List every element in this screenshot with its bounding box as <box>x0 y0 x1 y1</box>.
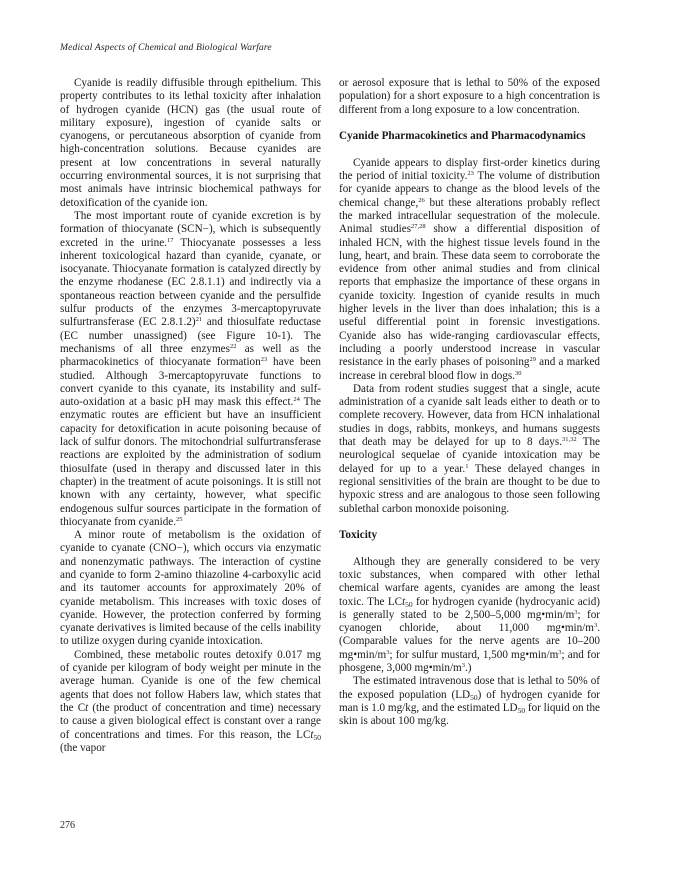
paragraph-continuation: or aerosol exposure that is lethal to 50% of the exposed population) for a short exposure to a high concentration is different from a long exposure to a low concentration. <box>339 77 600 116</box>
text-run: (the vapor <box>60 741 106 754</box>
text-run: and thiosulfate reductase (EC number unassigned) (see Figure 10-1). The mechanisms of all three enzymes <box>60 316 321 355</box>
reference-31-32: 31,32 <box>562 436 577 444</box>
exponent-3: 3 <box>558 648 562 656</box>
subscript-50: 50 <box>313 732 321 742</box>
page-number: 276 <box>60 820 75 831</box>
text-run: Thiocyanate possesses a less inherent toxicological hazard than cyanide, cyanate, or isocyanate. Thiocyanate formation is catalyzed directly by the enzyme rhodanese (EC 2.8.1.1) and indirectly via a spontaneous reaction between cyanide and the persulfide sulfur products of the enzymes 3-mercaptopyruvate sulfurtransferase (EC 2.8.1.2) <box>60 236 321 329</box>
section-heading-pharmacokinetics: Cyanide Pharmacokinetics and Pharmacodynamics <box>339 130 586 143</box>
text-run: show a differential disposition of inhaled HCN, with the highest tissue levels found in the lung, heart, and brain. These data seem to corroborate the evidence from other animal studies and from clinical reports that emphasize the importance of these organs in cyanide toxicity. Ingestion of cyanide results in much higher levels in the liver than does inhalation; this is a useful differential point in forensic investigations. Cyanide also has wide-ranging cardiovascular effects, including a poorly understood increase in vascular resistance in the early phases of poisoning <box>339 223 600 369</box>
text-run: Combined, these metabolic routes detoxify 0.017 mg of cyanide per kilogram of body weight per minute in the average human. Cyanide is one of the few chemical agents that does not follow Habers law, which states that the C <box>60 648 321 714</box>
text-run: ; for sulfur mustard, 1,500 mg•min/m <box>389 648 559 661</box>
paragraph-lethal-dose <box>339 675 600 728</box>
reference-17: 17 <box>166 236 174 244</box>
text-run: ) of hydrogen cyanide for man is 1.0 mg/kg, and the estimated LD <box>339 688 601 714</box>
reference-21: 21 <box>195 316 203 324</box>
reference-22: 22 <box>229 342 237 350</box>
reference-24: 24 <box>293 396 300 404</box>
paragraph-diffusibility: Cyanide is readily diffusible through epithelium. This property contributes to its lethal toxicity after inhalation of hydrogen cyanide (HCN) gas (the usual route of military exposure), ingestion of cyanide salts or cyanogens, or percutaneous absorption of cyanide from high-concentration solutions. Because cyanides are present at low concentrations in several naturally occurring environmental sources, it is not surprising that most animals have intrinsic biochemical pathways for detoxification of the cyanide ion. <box>60 77 321 209</box>
text-run: (the product of concentration and time) necessary to cause a given biological effect is constant over a range of concentrations and times. For this reason, the LC <box>60 701 322 741</box>
text-run: The neurological sequelae of cyanide intoxication may be delayed for up to a year. <box>339 436 600 475</box>
text-run: These delayed changes in regional sensitivities of the brain are thought to be due to hypoxic stress and are analogous to those seen following sublethal carbon monoxide poisoning. <box>339 462 600 515</box>
right-column <box>339 77 600 729</box>
text-run: ; and for phosgene, 3,000 mg•min/m <box>339 648 600 675</box>
italic-t: t <box>402 595 406 608</box>
paragraph-excretion <box>60 210 321 529</box>
exponent-3: 3 <box>461 662 465 670</box>
text-run: .) <box>464 662 472 675</box>
text-run: The most important route of cyanide excretion is by formation of thiocyanate (SCN−), which is subsequently excreted in the urine. <box>60 209 321 249</box>
reference-23: 23 <box>260 356 268 364</box>
italic-t: t <box>310 728 314 741</box>
text-run: but these alterations probably reflect the marked intracellular sequestration of the molecule. Animal studies <box>339 196 601 236</box>
text-run: Although they are generally considered to be very toxic substances, when compared with other lethal chemical warfare agents, cyanides are among the least toxic. The LC <box>339 555 600 608</box>
text-run: . (Comparable values for the nerve agents are 10–200 mg•min/m <box>339 622 600 661</box>
reference-1: 1 <box>465 462 469 470</box>
reference-26: 26 <box>418 196 425 204</box>
paragraph-combined-routes <box>60 649 321 755</box>
italic-t: t <box>85 701 89 714</box>
text-run: as well as the pharmacokinetics of thiocyanate formation <box>60 342 321 369</box>
text-run: The estimated intravenous dose that is lethal to 50% of the exposed population (LD <box>339 675 600 701</box>
subscript-50: 50 <box>405 599 413 609</box>
subscript-50: 50 <box>470 692 478 702</box>
exponent-3: 3 <box>593 622 598 630</box>
section-heading-toxicity: Toxicity <box>339 529 378 542</box>
reference-29: 29 <box>529 356 536 364</box>
paragraph-rodent-studies <box>339 383 600 516</box>
text-run: Data from rodent studies suggest that a single, acute administration of a cyanide salt leads either to death or to complete recovery. However, data from HCN inhalational studies in dogs, rabbits, monkeys, and humans suggests that death may be delayed for up to 8 days. <box>339 382 600 449</box>
text-run: have been studied. Although 3-mercaptopyruvate functions to convert cyanide to this cyanate, its instability and sulf-auto-oxidation at a basic pH may mask this effect. <box>60 356 321 409</box>
reference-27-28: 27,28 <box>411 223 426 231</box>
reference-23: 23 <box>467 170 474 178</box>
text-run: Cyanide appears to display first-order kinetics during the period of initial toxicity. <box>339 156 600 183</box>
text-run: for hydrogen cyanide (hydrocyanic acid) is generally stated to be 2,500–5,000 mg•min/m <box>339 595 600 621</box>
paragraph-minor-route: A minor route of metabolism is the oxidation of cyanide to cyanate (CNO−), which occurs via enzymatic and nonenzymatic pathways. The interaction of cystine and cyanide to form 2-amino thiazoline 4-carboxylic acid and its tautomer accounts for approximately 20% of cyanide metabolism. This increases with toxic doses of cyanide. However, the protection conferred by forming cyanate derivatives is limited because of the cells inability to utilize oxygen during cyanide intoxication. <box>60 529 321 648</box>
text-run: The enzymatic routes are efficient but have an insufficient capacity for detoxification in acute poisoning because of lack of sulfur donors. The mitochondrial sulfurtransferase reactions are exploited by the administration of sodium thiosulfate (used in therapy and discussed later in this chapter) in the treatment of acute poisonings. It is still not known with any certainty, however, what specific endogenous sulfur sources participate in the formation of thiocyanate from cyanide. <box>60 396 321 528</box>
running-head: Medical Aspects of Chemical and Biological Warfare <box>60 42 272 53</box>
text-run: for liquid on the skin is about 100 mg/kg. <box>339 701 600 728</box>
text-run: and a marked increase in cerebral blood flow in dogs. <box>339 356 600 382</box>
paragraph-toxicity-values <box>339 556 600 676</box>
text-run: The volume of distribution for cyanide appears to change as the blood levels of the chemical change, <box>339 170 600 209</box>
left-column <box>60 77 321 755</box>
subscript-50: 50 <box>517 705 526 715</box>
reference-25: 25 <box>176 515 183 523</box>
exponent-3: 3 <box>574 608 578 616</box>
text-run: ; for cyanogen chloride, about 11,000 mg•min/m <box>339 608 601 635</box>
paragraph-kinetics <box>339 157 600 383</box>
reference-30: 30 <box>515 369 522 377</box>
exponent-3: 3 <box>386 648 390 656</box>
